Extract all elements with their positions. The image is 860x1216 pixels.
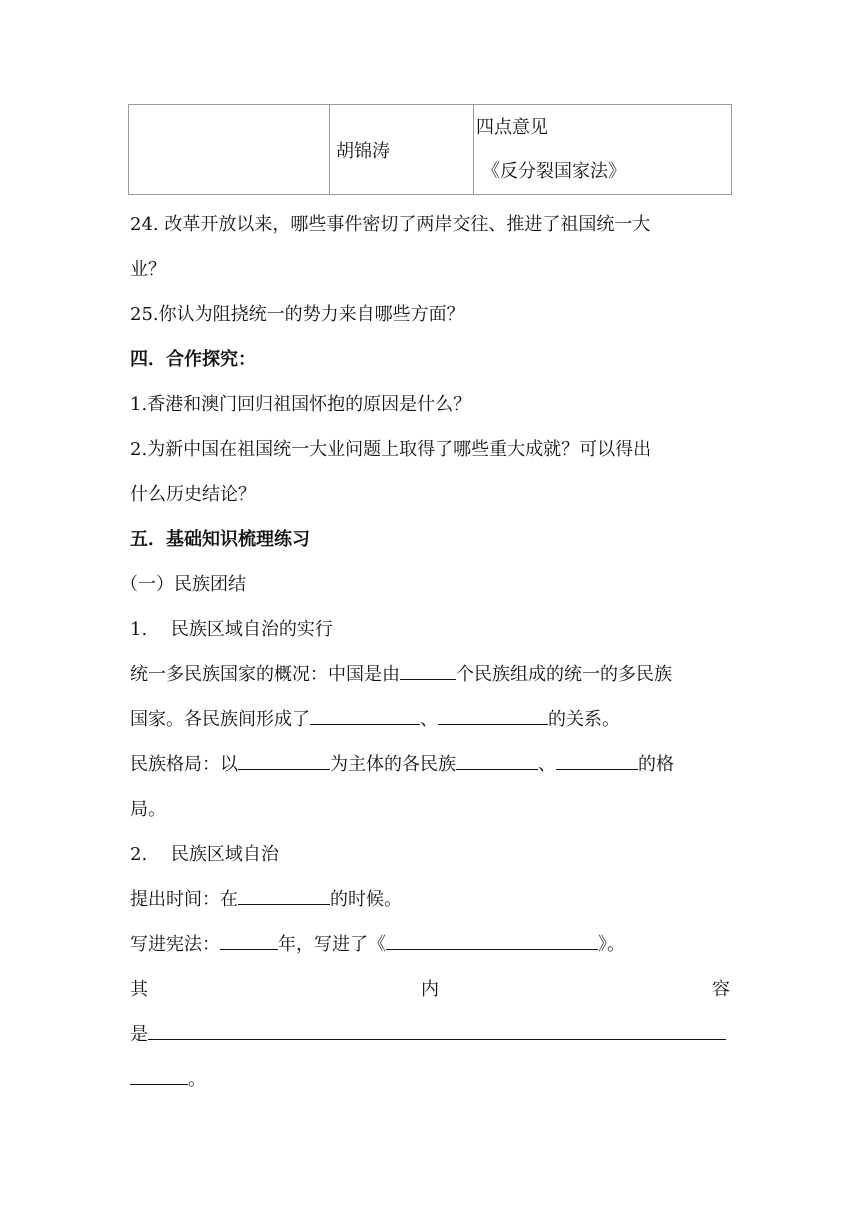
fill-blank[interactable] <box>238 751 330 770</box>
content-char: 其 <box>130 979 148 1000</box>
subsection-1-title: （一）民族团结 <box>120 574 246 595</box>
table-cell-empty <box>129 105 330 195</box>
constitution-text: 年，写进了《 <box>278 934 386 955</box>
proposed-text: 提出时间：在 <box>130 889 238 910</box>
leaders-table <box>128 104 732 195</box>
pattern-line1 <box>130 750 674 776</box>
section-4-title: 四．合作探究： <box>130 349 256 370</box>
pattern-text: 的格 <box>638 754 674 775</box>
constitution-text: 写进宪法： <box>130 934 220 955</box>
policy-line: 《反分裂国家法》 <box>482 160 626 182</box>
fill-blank[interactable] <box>220 931 278 950</box>
content-line-end <box>130 1065 206 1091</box>
question-24-line2: 业？ <box>130 259 166 280</box>
question-24-line1: 24. 改革开放以来，哪些事件密切了两岸交往、推进了祖国统一大 <box>130 214 651 235</box>
table-row <box>129 105 732 195</box>
fill-blank[interactable] <box>310 706 420 725</box>
content-text: 是 <box>130 1024 148 1045</box>
overview-text: 国家。各民族间形成了 <box>130 709 310 730</box>
section-4-question-2-line1: 2.为新中国在祖国统一大业问题上取得了哪些重大成就？可以得出 <box>130 439 652 460</box>
proposed-time-line <box>130 885 402 911</box>
section-4-question-2-line2: 什么历史结论？ <box>130 484 256 505</box>
overview-line2 <box>130 705 620 731</box>
constitution-text: 》。 <box>598 934 625 955</box>
overview-text: 统一多民族国家的概况：中国是由 <box>130 664 400 685</box>
overview-text: 的关系。 <box>548 709 620 730</box>
section-5-title: 五．基础知识梳理练习 <box>130 529 310 550</box>
table-cell-policies <box>474 105 732 195</box>
content-line <box>130 1020 726 1046</box>
content-char: 内 <box>421 979 439 1000</box>
policy-line: 四点意见 <box>476 116 548 138</box>
overview-text: 、 <box>420 709 438 730</box>
fill-blank[interactable] <box>148 1021 726 1040</box>
fill-blank[interactable] <box>238 886 330 905</box>
question-25: 25.你认为阻挠统一的势力来自哪些方面？ <box>130 304 465 325</box>
pattern-text: 、 <box>538 754 556 775</box>
fill-blank[interactable] <box>386 931 598 950</box>
item-2-heading: 2. 民族区域自治 <box>130 844 279 865</box>
content-char: 容 <box>712 979 730 1000</box>
pattern-text: 民族格局：以 <box>130 754 238 775</box>
fill-blank[interactable] <box>556 751 638 770</box>
fill-blank[interactable] <box>400 661 456 680</box>
overview-text: 个民族组成的统一的多民族 <box>456 664 672 685</box>
overview-line1 <box>130 660 672 686</box>
constitution-line <box>130 930 625 956</box>
proposed-text: 的时候。 <box>330 889 402 910</box>
fill-blank[interactable] <box>456 751 538 770</box>
content-text: 。 <box>188 1069 206 1090</box>
item-1-heading: 1. 民族区域自治的实行 <box>130 619 333 640</box>
pattern-text: 为主体的各民族 <box>330 754 456 775</box>
pattern-line2: 局。 <box>130 799 166 820</box>
fill-blank[interactable] <box>130 1066 188 1085</box>
section-4-question-1: 1.香港和澳门回归祖国怀抱的原因是什么？ <box>130 394 472 415</box>
fill-blank[interactable] <box>438 706 548 725</box>
table-cell-leader: 胡锦涛 <box>330 105 474 195</box>
